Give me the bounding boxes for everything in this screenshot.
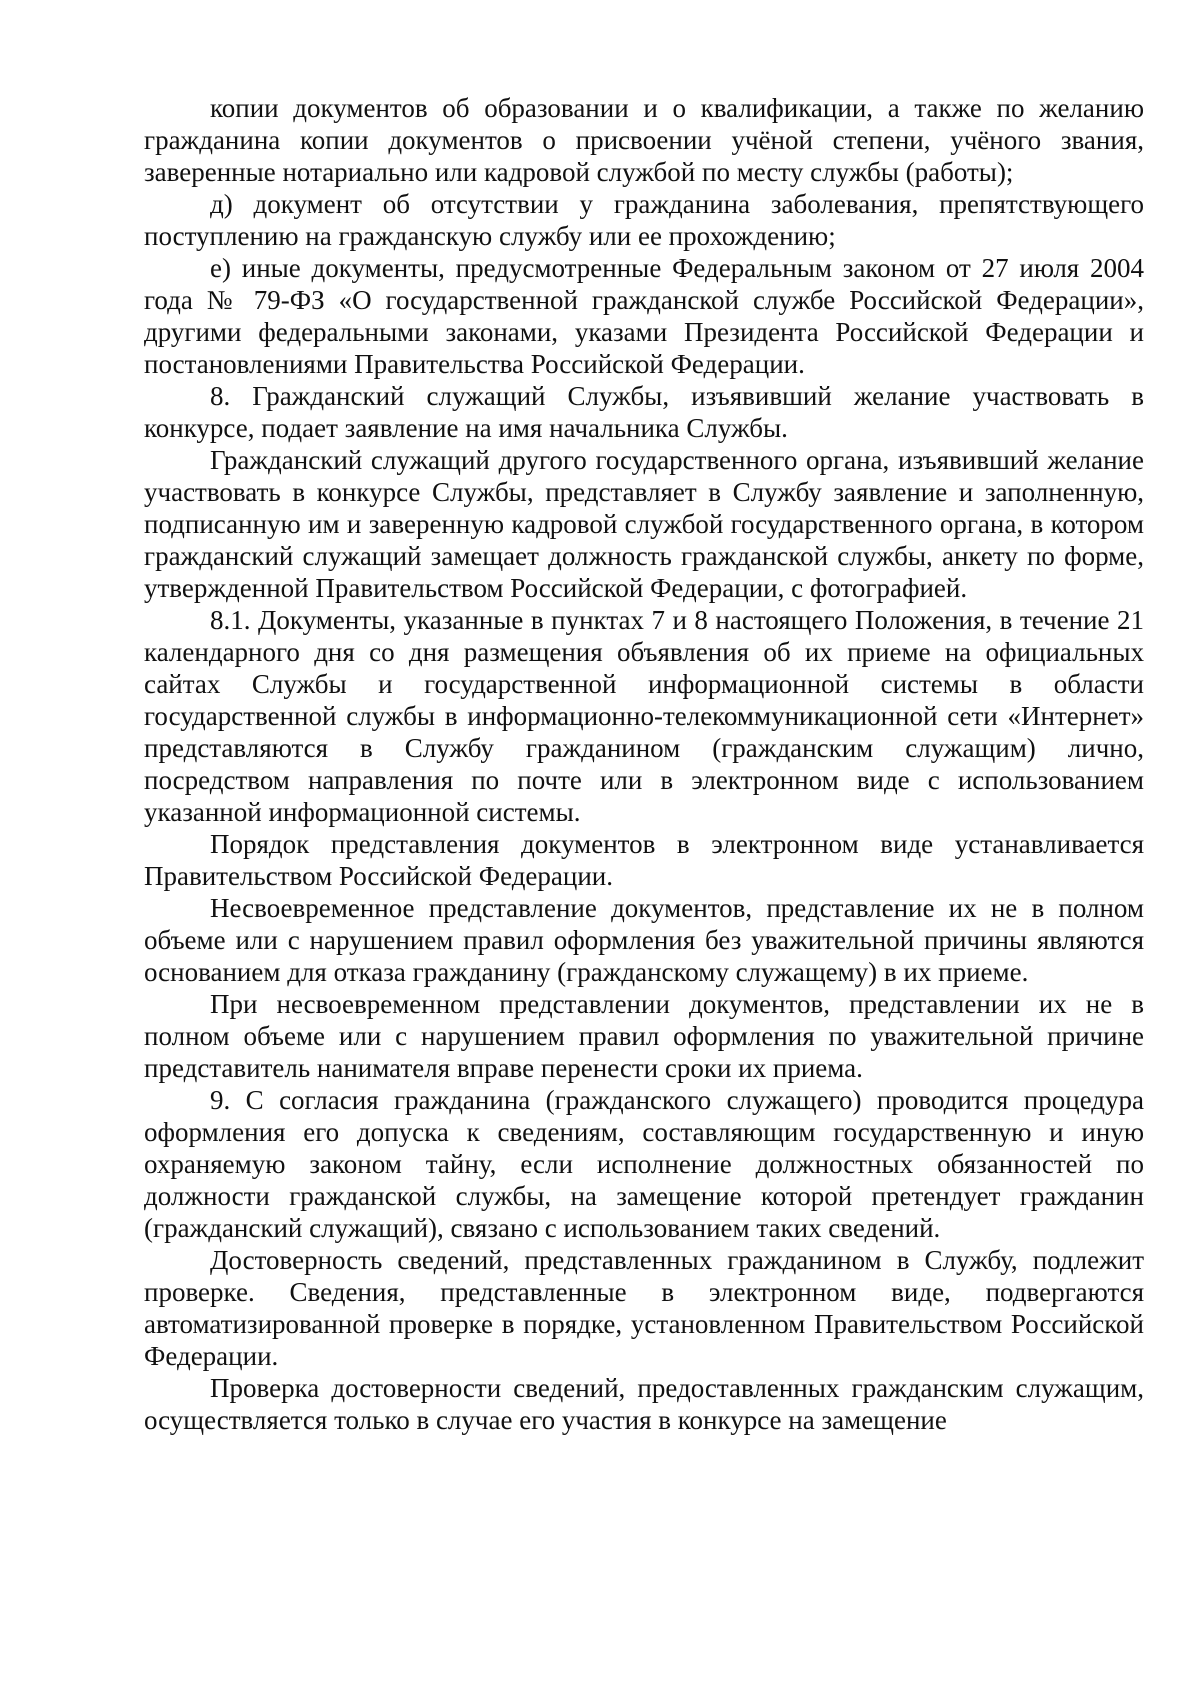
paragraph-verification-scope: Проверка достоверности сведений, предоставленных гражданским служащим, осуществляется только в случае его участия в конкурсе на замещение xyxy=(144,1373,1144,1435)
paragraph-section-8-1: 8.1. Документы, указанные в пунктах 7 и 8 настоящего Положения, в течение 21 календарного дня со дня размещения объявления об их приеме на официальных сайтах Службы и государственной информационной системы в области государственной службы в информационно-телекоммуникационной сети «Интернет» представляются в Службу гражданином (гражданским служащим) лично, посредством направления по почте или в электронном виде с использованием указанной информационной системы. xyxy=(144,605,1144,827)
document-body xyxy=(144,92,1144,1436)
paragraph-item-e: е) иные документы, предусмотренные Федеральным законом от 27 июля 2004 года № 79-ФЗ «О государственной гражданской службе Российской Федерации», другими федеральными законами, указами Президента Российской Федерации и постановлениями Правительства Российской Федерации. xyxy=(144,253,1144,379)
paragraph-late-submission-valid-reason: При несвоевременном представлении документов, представлении их не в полном объеме или с нарушением правил оформления по уважительной причине представитель нанимателя вправе перенести сроки их приема. xyxy=(144,989,1144,1083)
paragraph-other-agency: Гражданский служащий другого государственного органа, изъявивший желание участвовать в конкурсе Службы, представляет в Службу заявление и заполненную, подписанную им и заверенную кадровой службой государственного органа, в котором гражданский служащий замещает должность гражданской службы, анкету по форме, утвержденной Правительством Российской Федерации, с фотографией. xyxy=(144,445,1144,603)
paragraph-section-9: 9. С согласия гражданина (гражданского служащего) проводится процедура оформления его допуска к сведениям, составляющим государственную и иную охраняемую законом тайну, если исполнение должностных обязанностей по должности гражданской службы, на замещение которой претендует гражданин (гражданский служащий), связано с использованием таких сведений. xyxy=(144,1085,1144,1243)
paragraph-electronic-order: Порядок представления документов в электронном виде устанавливается Правительством Российской Федерации. xyxy=(144,829,1144,891)
paragraph-late-submission-refusal: Несвоевременное представление документов, представление их не в полном объеме или с нарушением правил оформления без уважительной причины являются основанием для отказа гражданину (гражданскому служащему) в их приеме. xyxy=(144,893,1144,987)
paragraph-section-8: 8. Гражданский служащий Службы, изъявивший желание участвовать в конкурсе, подает заявление на имя начальника Службы. xyxy=(144,381,1144,443)
paragraph-education-docs: копии документов об образовании и о квалификации, а также по желанию гражданина копии документов о присвоении учёной степени, учёного звания, заверенные нотариально или кадровой службой по месту службы (работы); xyxy=(144,93,1144,187)
paragraph-item-d: д) документ об отсутствии у гражданина заболевания, препятствующего поступлению на гражданскую службу или ее прохождению; xyxy=(144,189,1144,251)
paragraph-verification: Достоверность сведений, представленных гражданином в Службу, подлежит проверке. Сведения, представленные в электронном виде, подвергаются автоматизированной проверке в порядке, установленном Правительством Российской Федерации. xyxy=(144,1245,1144,1371)
